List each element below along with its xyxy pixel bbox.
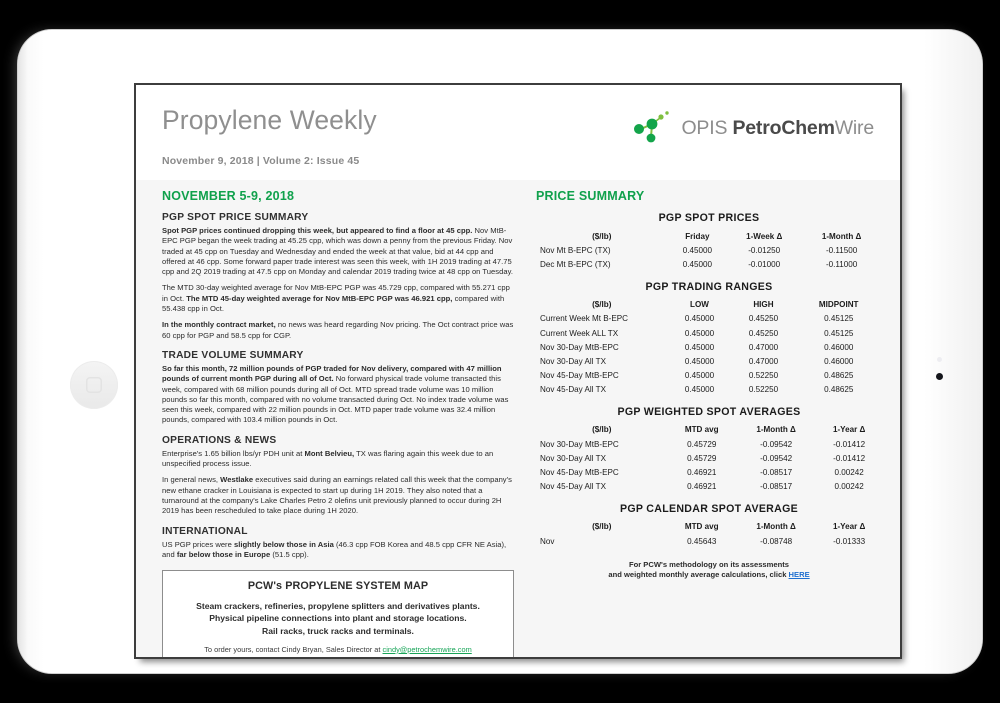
price-table-block	[536, 212, 882, 272]
table-cell: -0.09542	[760, 453, 793, 463]
row-label: Nov Mt B-EPC (TX)	[540, 245, 611, 255]
column-header: 1-Month Δ	[756, 522, 796, 532]
table-cell: -0.09542	[760, 439, 793, 449]
table-title: PGP WEIGHTED SPOT AVERAGES	[617, 405, 801, 418]
column-header: 1-Week Δ	[746, 231, 783, 241]
tablet-device-frame	[18, 30, 982, 673]
table-header-row	[536, 229, 882, 243]
table-row	[536, 534, 882, 548]
table-row	[536, 312, 882, 326]
table-cell: 0.00242	[834, 482, 864, 492]
table-cell: -0.11000	[825, 259, 858, 269]
row-label: Nov 30-Day MtB-EPC	[540, 342, 619, 352]
row-label: Dec Mt B-EPC (TX)	[540, 259, 611, 269]
column-header: 1-Year Δ	[832, 425, 866, 435]
promo-email-link[interactable]: cindy@petrochemwire.com	[382, 644, 472, 654]
column-header: 1-Month Δ	[756, 425, 796, 435]
promo-box	[162, 570, 514, 659]
table-row	[536, 369, 882, 383]
page-title: Propylene Weekly	[162, 105, 377, 135]
tablet-light-sensor	[937, 357, 942, 362]
data-table	[536, 520, 882, 548]
table-cell: 0.45000	[682, 245, 712, 255]
table-cell: -0.01412	[833, 453, 866, 463]
table-cell: 0.45000	[684, 371, 715, 381]
price-table-block	[536, 281, 882, 397]
row-label: Current Week Mt B-EPC	[540, 314, 629, 324]
table-title: PGP CALENDAR SPOT AVERAGE	[619, 502, 798, 515]
row-label: Current Week ALL TX	[540, 328, 619, 338]
table-row	[536, 257, 882, 271]
column-header: 1-Month Δ	[821, 231, 862, 241]
table-row	[536, 437, 882, 451]
table-header-row	[536, 298, 882, 312]
table-row	[536, 354, 882, 368]
promo-line: Steam crackers, refineries, propylene splitters and derivatives plants.	[196, 601, 480, 612]
table-cell: -0.08517	[760, 468, 793, 478]
table-cell: 0.00242	[834, 468, 864, 478]
table-cell: 0.45000	[682, 259, 712, 269]
table-cell: 0.45729	[687, 439, 717, 449]
tablet-camera-icon	[936, 373, 943, 380]
column-header: MIDPOINT	[818, 300, 859, 310]
column-header: MTD avg	[684, 522, 719, 532]
section-paragraph: In general news, Westlake executives said during an earnings related call this week that the company's new ethane cracker in Louisiana is expected to start up during 1H 2019. They also noted that a turnaround at the company's Lake Charles Petro 2 olefins unit previously planned to occur during 2H 2019 has been rescheduled to take place during 1H 2020.	[162, 475, 512, 516]
table-row	[536, 451, 882, 465]
row-label: Nov 30-Day MtB-EPC	[540, 439, 619, 449]
table-header-row	[536, 520, 882, 534]
column-header: MTD avg	[684, 425, 719, 435]
table-cell: -0.01333	[833, 536, 866, 546]
row-label: Nov 30-Day All TX	[540, 453, 606, 463]
promo-title: PCW's PROPYLENE SYSTEM MAP	[247, 580, 429, 593]
promo-body	[173, 600, 503, 637]
table-row	[536, 326, 882, 340]
row-label: Nov 30-Day All TX	[540, 356, 606, 366]
table-row	[536, 383, 882, 397]
table-cell: 0.46000	[824, 342, 854, 352]
table-cell: 0.45250	[748, 328, 779, 338]
table-title: PGP TRADING RANGES	[645, 280, 773, 293]
section-paragraph: The MTD 30-day weighted average for Nov MtB-EPC PGP was 45.729 cpp, compared with 55.271 cpp in Oct. The MTD 45-day weighted average for Nov MtB-EPC PGP was 46.921 cpp, compared with 55.438 cpp in Oct.	[162, 283, 510, 314]
column-header: HIGH	[753, 300, 774, 310]
section-paragraph: In the monthly contract market, no news was heard regarding Nov pricing. The Oct contract price was 60 cpp for PGP and 58.5 cpp for CGP.	[162, 320, 514, 340]
methodology-line-2	[536, 570, 882, 580]
promo-line: Rail racks, truck racks and terminals.	[262, 625, 414, 636]
price-tables	[536, 212, 882, 548]
data-table	[536, 298, 882, 397]
table-cell: -0.01000	[748, 259, 781, 269]
week-date-header: NOVEMBER 5-9, 2018	[162, 189, 295, 203]
table-cell: -0.11500	[825, 245, 858, 255]
row-label: Nov 45-Day MtB-EPC	[540, 371, 619, 381]
masthead	[136, 85, 900, 180]
data-table	[536, 423, 882, 494]
section-paragraph: Enterprise's 1.65 billion lbs/yr PDH unit at Mont Belvieu, TX was flaring again this week due to an unspecified process issue.	[162, 448, 494, 469]
table-cell: 0.46921	[687, 482, 717, 492]
table-cell: 0.45000	[684, 342, 715, 352]
table-title: PGP SPOT PRICES	[658, 212, 760, 224]
row-label: Nov 45-Day MtB-EPC	[540, 468, 619, 478]
table-row	[536, 340, 882, 354]
table-cell: -0.08517	[760, 482, 793, 492]
article-sections	[162, 212, 514, 560]
column-header: ($/lb)	[592, 425, 612, 435]
table-cell: 0.46921	[687, 468, 717, 478]
table-cell: 0.45250	[748, 314, 779, 324]
content-area	[136, 180, 900, 657]
column-header: LOW	[690, 300, 709, 310]
table-cell: 0.45000	[684, 328, 715, 338]
section-paragraph: US PGP prices were slightly below those in Asia (46.3 cpp FOB Korea and 48.5 cpp CFR NE Asia), and far below those in Europe (51.5 cpp).	[162, 539, 507, 559]
table-cell: 0.45000	[684, 356, 715, 366]
promo-footer	[173, 645, 503, 654]
data-table	[536, 229, 882, 272]
table-cell: 0.46000	[824, 356, 854, 366]
table-row	[536, 243, 882, 257]
section-paragraph: Spot PGP prices continued dropping this week, but appeared to find a floor at 45 cpp. Nov MtB-EPC PGP began the week trading at 45.25 cpp, which was down a penny from the previous Friday. Nov traded at 45 cpp on Tuesday and Wednesday and ended the week at that value, bid at 44 cpp and offered at 46 cpp. Some forward paper trade interest was seen this week, with 1H 2019 trading at 47.75 cpp and 2Q 2019 trading at 47.5 cpp on Monday and calendar 2019 trading twice at 48 cpp on Tuesday.	[162, 226, 513, 277]
row-label: Nov 45-Day All TX	[540, 385, 606, 395]
table-cell: 0.48625	[824, 385, 854, 395]
section-heading: OPERATIONS & NEWS	[162, 434, 277, 446]
tablet-home-button[interactable]	[70, 361, 118, 409]
table-cell: -0.01250	[748, 245, 781, 255]
column-header: ($/lb)	[592, 300, 612, 310]
logo-opis: OPIS	[681, 116, 733, 139]
section-heading: TRADE VOLUME SUMMARY	[162, 349, 304, 361]
logo-wire: Wire	[834, 116, 874, 139]
logo-wordmark	[681, 117, 874, 140]
promo-line: Physical pipeline connections into plant and storage locations.	[209, 613, 467, 624]
row-label: Nov 45-Day All TX	[540, 482, 606, 492]
section-heading: PGP SPOT PRICE SUMMARY	[162, 212, 309, 223]
column-header: ($/lb)	[592, 522, 612, 532]
methodology-line-2-text: and weighted monthly average calculations, click	[608, 570, 789, 580]
issue-line: November 9, 2018 | Volume 2: Issue 45	[162, 154, 360, 167]
table-cell: -0.08748	[760, 536, 793, 546]
methodology-here-link[interactable]: HERE	[788, 570, 810, 580]
table-cell: 0.52250	[748, 371, 779, 381]
table-cell: 0.47000	[748, 342, 779, 352]
column-header: Friday	[685, 231, 710, 241]
newsletter-page	[134, 83, 902, 659]
table-cell: -0.01412	[833, 439, 866, 449]
price-table-block	[536, 406, 882, 494]
price-table-block	[536, 503, 882, 548]
table-cell: 0.45643	[687, 536, 717, 546]
right-column	[528, 180, 900, 657]
opis-petrochemwire-logo	[630, 111, 874, 145]
table-cell: 0.45000	[684, 314, 715, 324]
table-cell: 0.45000	[684, 385, 715, 395]
table-cell: 0.52250	[748, 385, 779, 395]
table-cell: 0.47000	[748, 356, 779, 366]
methodology-line-1: For PCW's methodology on its assessments	[628, 560, 790, 570]
table-header-row	[536, 423, 882, 437]
table-cell: 0.45125	[824, 328, 854, 338]
row-label: Nov	[540, 536, 555, 546]
table-row	[536, 480, 882, 494]
table-cell: 0.45729	[687, 453, 717, 463]
table-cell: 0.48625	[824, 371, 854, 381]
molecule-icon	[630, 111, 676, 145]
methodology-note	[536, 560, 882, 580]
logo-petrochem: PetroChem	[732, 116, 835, 139]
column-header: 1-Year Δ	[832, 522, 866, 532]
promo-footer-text: To order yours, contact Cindy Bryan, Sales Director at	[204, 644, 383, 654]
section-paragraph: So far this month, 72 million pounds of PGP traded for Nov delivery, compared with 47 million pounds of current month PGP during all of Oct. No forward physical trade volume transacted this week, compared with 68 million pounds during all of Oct. MTD spread trade volume was 10 million pounds so far this month, compared with no volume transacted during Oct. No index trade volume was seen this week, compared with 22 million pounds in Oct. MTD paper trade volume was 32.4 million pounds, compared with 103.4 million pounds in Oct.	[162, 363, 509, 425]
left-column	[136, 180, 528, 657]
table-cell: 0.45125	[824, 314, 854, 324]
price-summary-header: PRICE SUMMARY	[536, 189, 645, 203]
section-heading: INTERNATIONAL	[162, 525, 248, 537]
column-header: ($/lb)	[592, 231, 612, 241]
table-row	[536, 465, 882, 479]
